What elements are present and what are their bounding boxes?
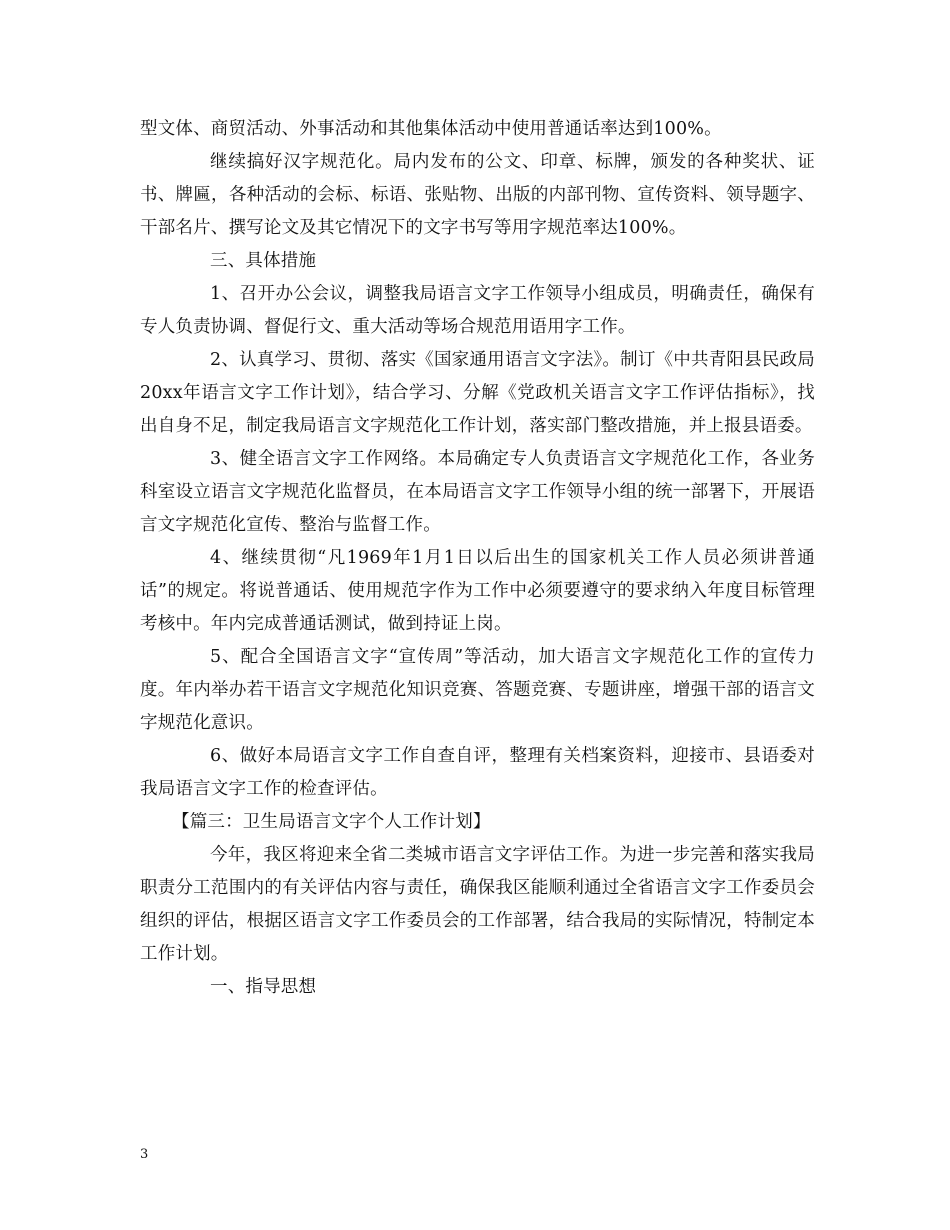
measure-item-2: 2、认真学习、贯彻、落实《国家通用语言文字法》。制订《中共青阳县民政局20xx年语言文字工作计划》，结合学习、分解《党政机关语言文字工作评估指标》，找出自身不足，制定我局语言文字规范化工作计划，落实部门整改措施，并上报县语委。: [140, 350, 815, 436]
measure-item-3: 3、健全语言文字工作网络。本局确定专人负责语言文字规范化工作，各业务科室设立语言文字规范化监督员，在本局语言文字工作领导小组的统一部署下，开展语言文字规范化宣传、整治与监督工作。: [140, 449, 815, 535]
section-heading-measures: 三、具体措施: [210, 251, 317, 271]
page-number: 3: [140, 1147, 149, 1162]
measure-item-4: 4、继续贯彻“凡1969年1月1日以后出生的国家机关工作人员必须讲普通话”的规定。将说普通话、使用规范字作为工作中必须要遵守的要求纳入年度目标管理考核中。年内完成普通话测试，做到持证上岗。: [140, 548, 815, 634]
paragraph-character-standardization: 继续搞好汉字规范化。局内发布的公文、印章、标牌，颁发的各种奖状、证书、牌匾，各种活动的会标、标语、张贴物、出版的内部刊物、宣传资料、领导题字、干部名片、撰写论文及其它情况下的文字书写等用字规范率达100%。: [140, 152, 815, 238]
paragraph-continuation: 型文体、商贸活动、外事活动和其他集体活动中使用普通话率达到100%。: [140, 119, 722, 139]
measure-item-1: 1、召开办公会议，调整我局语言文字工作领导小组成员，明确责任，确保有专人负责协调、督促行文、重大活动等场合规范用语用字工作。: [140, 284, 815, 337]
measure-item-5: 5、配合全国语言文字“宣传周”等活动，加大语言文字规范化工作的宣传力度。年内举办若干语言文字规范化知识竞赛、答题竞赛、专题讲座，增强干部的语言文字规范化意识。: [140, 647, 815, 733]
document-body: [140, 113, 815, 1004]
measure-item-6: 6、做好本局语言文字工作自查自评，整理有关档案资料，迎接市、县语委对我局语言文字工作的检查评估。: [140, 746, 815, 799]
paragraph-introduction: 今年，我区将迎来全省二类城市语言文字评估工作。为进一步完善和落实我局职责分工范围内的有关评估内容与责任，确保我区能顺利通过全省语言文字工作委员会组织的评估，根据区语言文字工作委员会的工作部署，结合我局的实际情况，特制定本工作计划。: [140, 845, 815, 964]
section-heading-guiding-thought: 一、指导思想: [210, 977, 317, 997]
article-heading-part-three: 【篇三：卫生局语言文字个人工作计划】: [172, 812, 491, 832]
